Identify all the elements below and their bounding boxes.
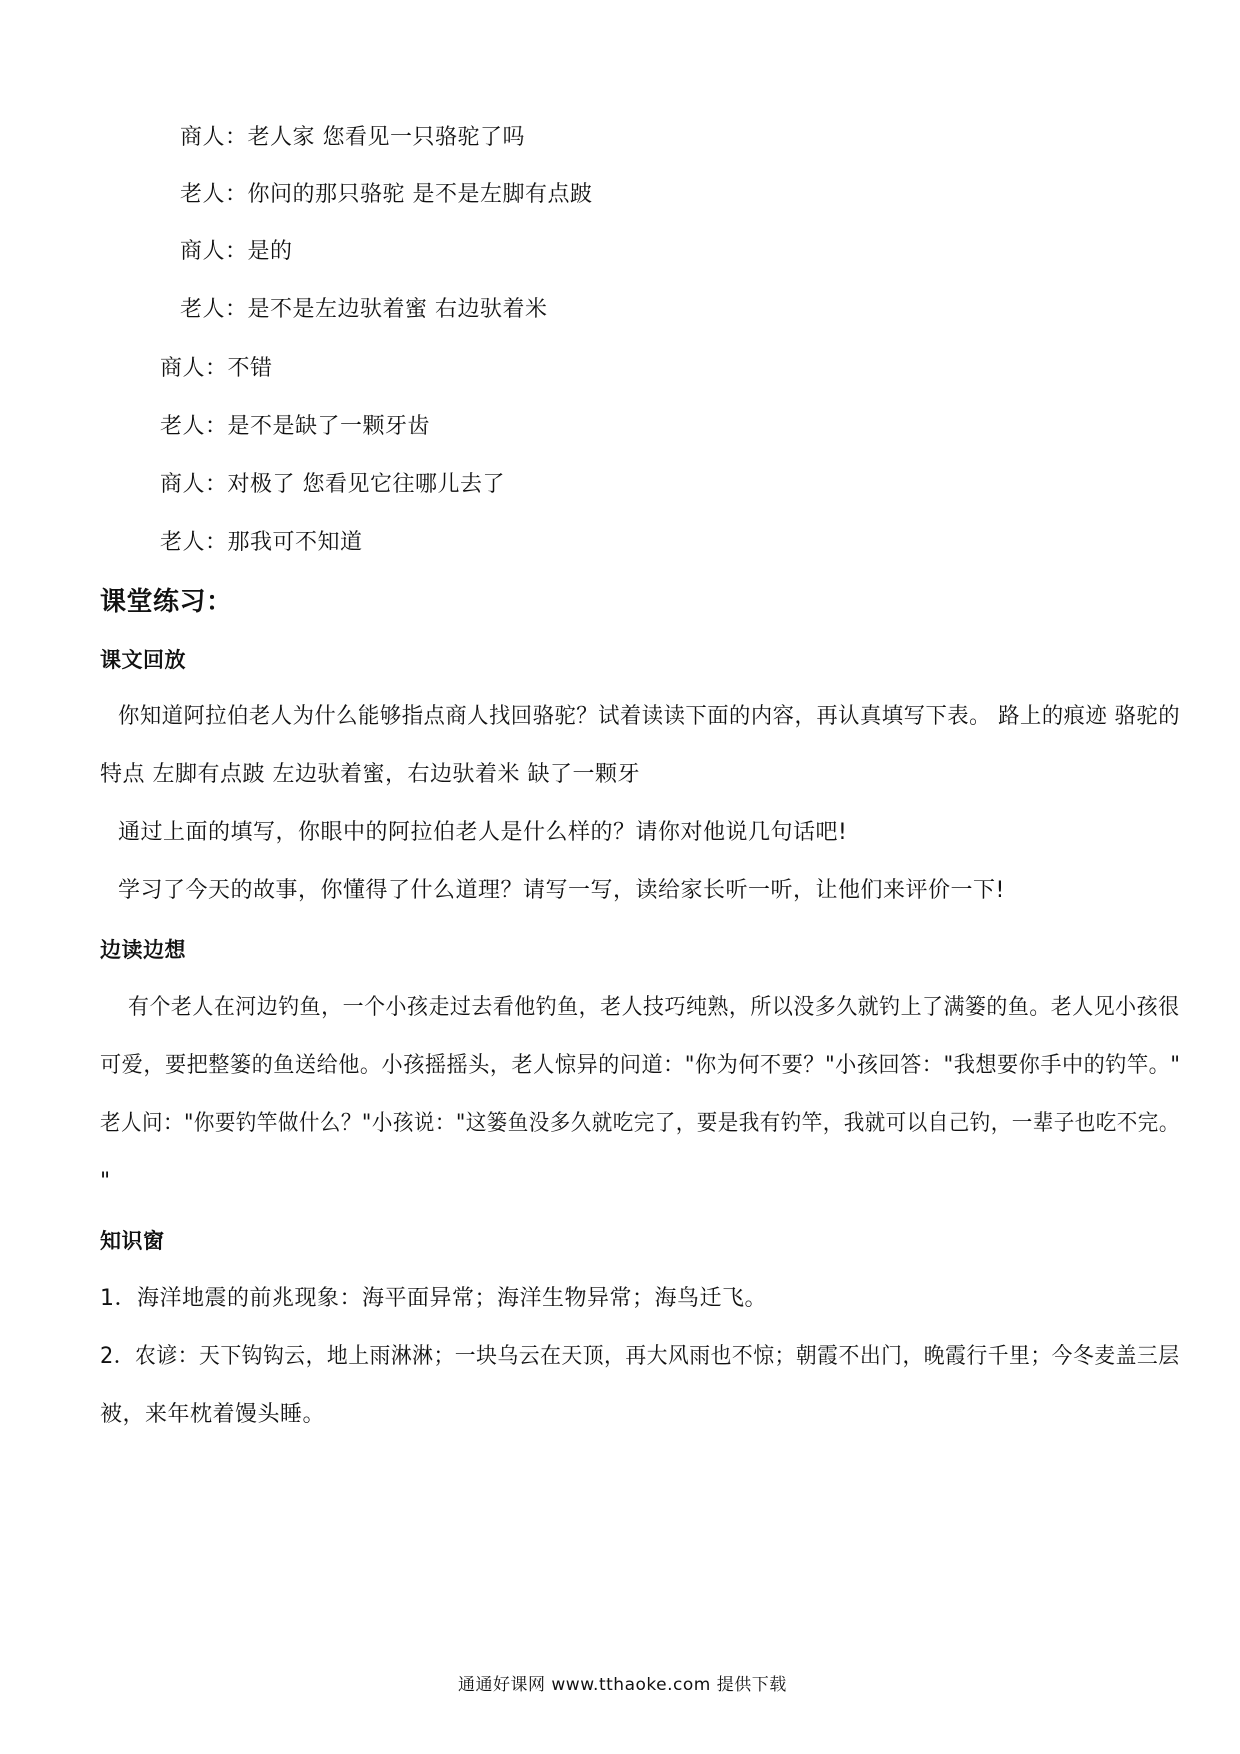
- dialogue-line: 老人：那我可不知道: [160, 530, 363, 555]
- dialogue-line: 老人：你问的那只骆驼 是不是左脚有点跛: [180, 182, 593, 207]
- paragraph-line: 学习了今天的故事，你懂得了什么道理？请写一写，读给家长听一听，让他们来评价一下!: [118, 878, 1005, 903]
- section-heading-practice: 课堂练习：: [100, 587, 233, 617]
- page-footer: 通通好课网 www.tthaoke.com 提供下载: [458, 1675, 787, 1695]
- list-item: 1．海洋地震的前兆现象：海平面异常；海洋生物异常；海鸟迁飞。: [100, 1286, 767, 1311]
- dialogue-line: 商人：不错: [160, 356, 273, 381]
- subheading-review: 课文回放: [100, 648, 186, 672]
- dialogue-line: 老人：是不是缺了一颗牙齿: [160, 414, 431, 439]
- paragraph-line: 有个老人在河边钓鱼，一个小孩走过去看他钓鱼，老人技巧纯熟，所以没多久就钓上了满篓的鱼。老人见小孩很: [128, 995, 1180, 1020]
- paragraph-line: 可爱，要把整篓的鱼送给他。小孩摇摇头，老人惊异的问道："你为何不要？"小孩回答："我想要你手中的钓竿。": [100, 1053, 1181, 1078]
- subheading-knowledge: 知识窗: [100, 1229, 165, 1253]
- dialogue-line: 商人：老人家 您看见一只骆驼了吗: [180, 125, 525, 150]
- list-item: 2．农谚：天下钩钩云，地上雨淋淋；一块乌云在天顶，再大风雨也不惊；朝霞不出门，晚霞行千里；今冬麦盖三层: [100, 1344, 1180, 1369]
- paragraph-line: 你知道阿拉伯老人为什么能够指点商人找回骆驼？试着读读下面的内容，再认真填写下表。 路上的痕迹 骆驼的: [118, 704, 1181, 729]
- paragraph-line: 老人问："你要钓竿做什么？"小孩说："这篓鱼没多久就吃完了，要是我有钓竿，我就可以自己钓，一辈子也吃不完。: [100, 1111, 1180, 1136]
- dialogue-line: 老人：是不是左边驮着蜜 右边驮着米: [180, 297, 548, 322]
- paragraph-line: ": [100, 1169, 111, 1194]
- paragraph-line: 特点 左脚有点跛 左边驮着蜜，右边驮着米 缺了一颗牙: [100, 762, 640, 787]
- list-item: 被，来年枕着馒头睡。: [100, 1402, 326, 1427]
- paragraph-line: 通过上面的填写，你眼中的阿拉伯老人是什么样的？请你对他说几句话吧!: [118, 820, 848, 845]
- dialogue-line: 商人：对极了 您看见它往哪儿去了: [160, 472, 505, 497]
- subheading-read-think: 边读边想: [100, 938, 186, 962]
- dialogue-line: 商人：是的: [180, 239, 293, 264]
